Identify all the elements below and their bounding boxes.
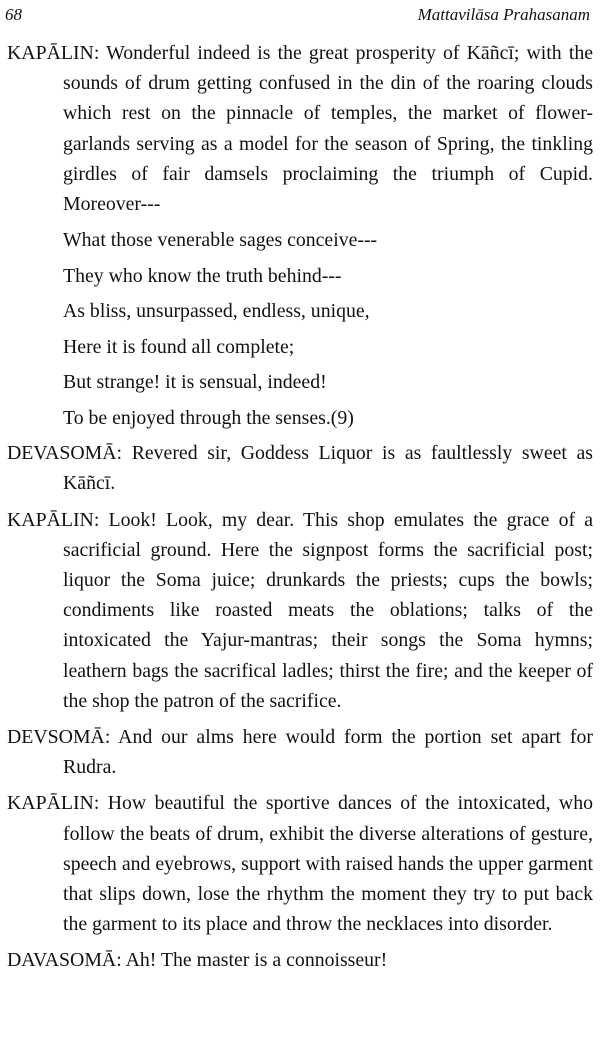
page-number: 68 xyxy=(5,5,22,24)
speech-kapalin-2 xyxy=(7,505,593,716)
verse-block xyxy=(7,225,593,433)
speaker-label: DEVSOMĀ: xyxy=(7,726,111,749)
speech-davasoma xyxy=(7,945,593,975)
book-title: Mattavilāsa Prahasanam xyxy=(417,5,590,24)
speech-kapalin-1 xyxy=(7,38,593,219)
speech-devsoma xyxy=(7,722,593,782)
speaker-label: KAPĀLIN: xyxy=(7,508,100,531)
speech-kapalin-3 xyxy=(7,788,593,939)
speaker-label: KAPĀLIN: xyxy=(7,42,100,64)
speech-devasoma-1 xyxy=(7,438,593,498)
speaker-label: DAVASOMĀ: xyxy=(7,949,122,972)
speaker-label: KAPĀLIN: xyxy=(7,792,100,815)
speech-text: Look! Look, my dear. This shop emulates the grace of a sacrificial ground. Here the signpost forms the sacrificial post; liquor the Soma juice; drunkards the priests; cups the bowls; condiments like roasted meats the oblations; talks of the intoxicated the Yajur-mantras; their songs the Soma hymns; leathern bags the sacrifical ladles; thirst the fire; and the keeper of the shop the patron of the sacrifice. xyxy=(63,508,593,712)
verse-line: But strange! it is sensual, indeed! xyxy=(63,371,327,394)
speech-text: Wonderful indeed is the great prosperity of Kāñcī; with the sounds of drum getting confused in the din of the roaring clouds which rest on the pinnacle of temples, the market of flower-garlands serving as a model for the season of Spring, the tinkling girdles of fair damsels proclaiming the triumph of Cupid. Moreover--- xyxy=(63,42,593,216)
speech-text: Revered sir, Goddess Liquor is as faultlessly sweet as Kāñcī. xyxy=(63,442,593,495)
verse-line: Here it is found all complete; xyxy=(63,335,295,358)
running-head xyxy=(5,4,590,28)
speech-text: Ah! The master is a connoisseur! xyxy=(125,949,388,972)
verse-line: To be enjoyed through the senses.(9) xyxy=(63,406,354,429)
verse-line: As bliss, unsurpassed, endless, unique, xyxy=(63,300,370,323)
verse-line: They who know the truth behind--- xyxy=(63,264,342,287)
page-content xyxy=(7,38,593,982)
speech-text: How beautiful the sportive dances of the intoxicated, who follow the beats of drum, exhibit the diverse alterations of gesture, speech and eyebrows, support with raised hands the upper garment that slips down, lose the rhythm the moment they try to put back the garment to its place and throw the necklaces into disorder. xyxy=(63,792,593,936)
speaker-label: DEVASOMĀ: xyxy=(7,442,123,465)
speech-text: And our alms here would form the portion set apart for Rudra. xyxy=(63,726,594,779)
verse-line: What those venerable sages conceive--- xyxy=(63,229,378,252)
